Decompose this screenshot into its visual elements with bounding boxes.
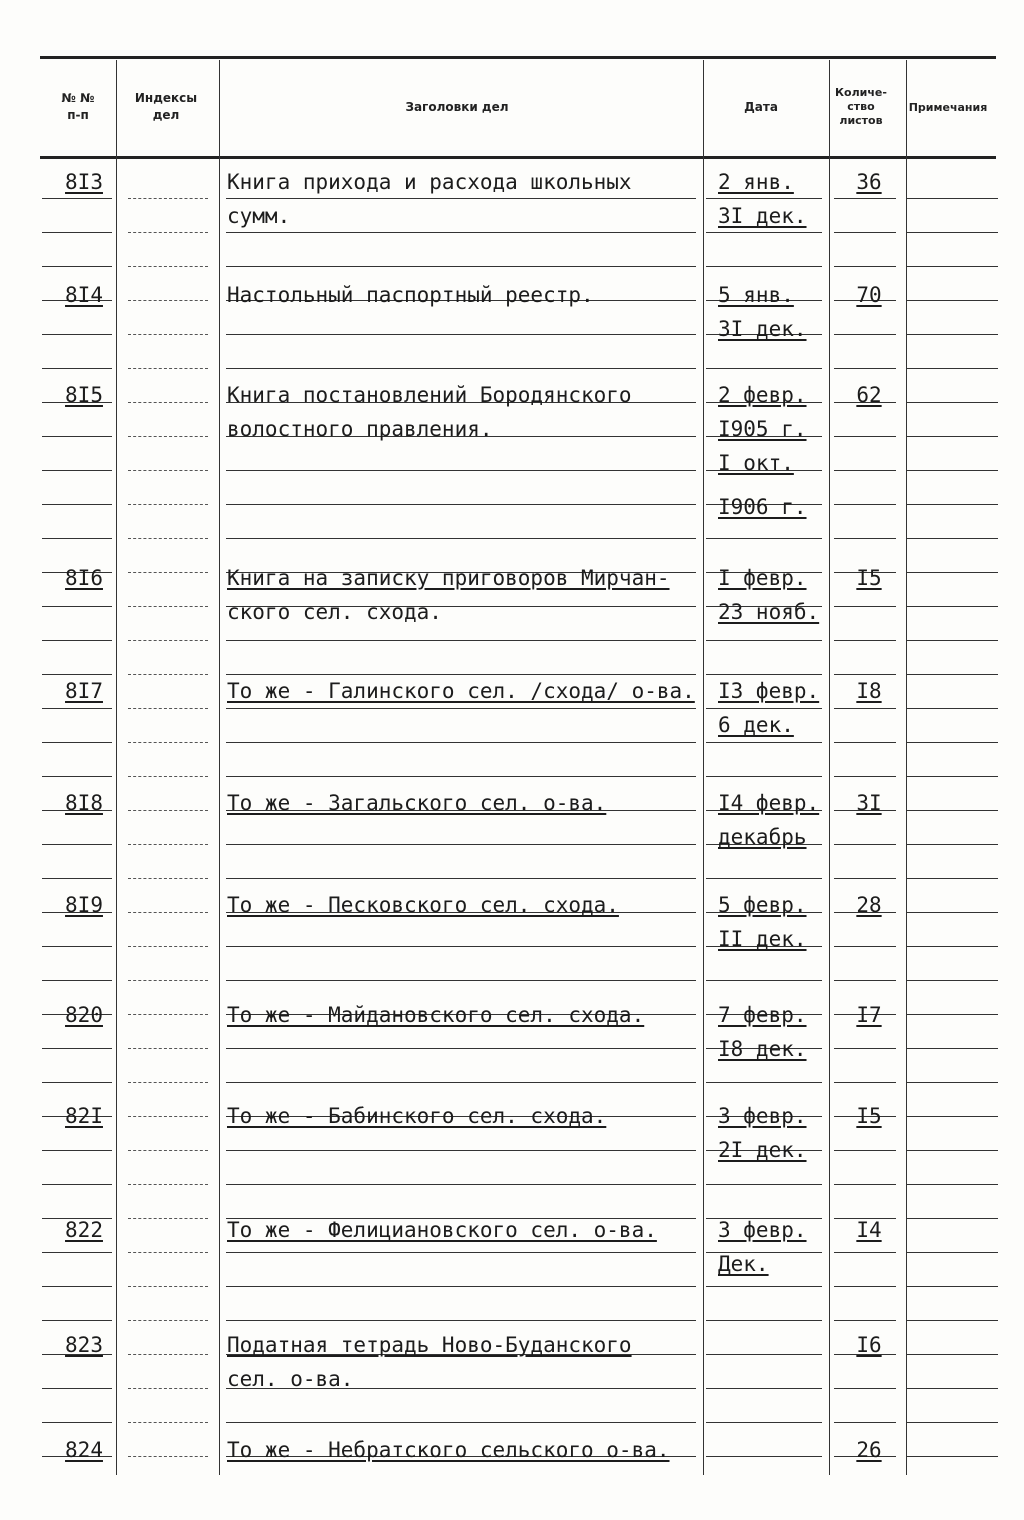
ledger-rule <box>42 504 112 505</box>
ledger-rule <box>42 1320 112 1321</box>
ledger-rule <box>706 980 822 981</box>
ledger-rule <box>834 1252 896 1253</box>
entry-number: 820 <box>65 1003 103 1027</box>
ledger-rule <box>42 436 112 437</box>
ledger-rule <box>128 572 208 573</box>
ledger-rule <box>42 1184 112 1185</box>
ledger-rule <box>128 300 208 301</box>
ledger-rule <box>226 1422 696 1423</box>
ledger-rule <box>128 1388 208 1389</box>
entry-sheet-count: I5 <box>856 566 882 590</box>
ledger-rule <box>128 232 208 233</box>
ledger-rule <box>128 470 208 471</box>
entry-number: 8I6 <box>65 566 103 590</box>
entry-date-line: 5 янв. <box>718 283 794 307</box>
ledger-rule <box>834 436 896 437</box>
ledger-rule <box>226 1252 696 1253</box>
ledger-rule <box>834 606 896 607</box>
ledger-rule <box>706 266 822 267</box>
ledger-rule <box>226 266 696 267</box>
ledger-rule <box>906 674 998 675</box>
entry-date-line: 3 февр. <box>718 1218 807 1242</box>
ledger-rule <box>834 232 896 233</box>
ledger-rule <box>906 402 998 403</box>
entry-date-line: I окт. <box>718 451 794 475</box>
ledger-rule <box>226 844 696 845</box>
ledger-rule <box>834 742 896 743</box>
ledger-rule <box>226 1286 696 1287</box>
ledger-rule <box>906 1082 998 1083</box>
ledger-rule <box>128 742 208 743</box>
ledger-rule <box>706 742 822 743</box>
entry-number: 823 <box>65 1333 103 1357</box>
header-number: № № п-п <box>61 91 95 122</box>
ledger-rule <box>706 1320 822 1321</box>
ledger-rule <box>42 708 112 709</box>
ledger-rule <box>906 878 998 879</box>
ledger-rule <box>706 1286 822 1287</box>
ledger-rule <box>834 708 896 709</box>
ledger-rule <box>128 334 208 335</box>
ledger-rule <box>834 1150 896 1151</box>
ledger-rule <box>906 1456 998 1457</box>
ledger-rule <box>128 1252 208 1253</box>
ledger-rule <box>906 1388 998 1389</box>
ledger-rule <box>906 334 998 335</box>
ledger-rule <box>906 1014 998 1015</box>
ledger-rule <box>128 1218 208 1219</box>
entry-sheet-count: 26 <box>856 1438 882 1462</box>
ledger-rule <box>128 1286 208 1287</box>
ledger-rule <box>906 844 998 845</box>
ledger-rule <box>834 980 896 981</box>
ledger-rule <box>834 538 896 539</box>
entry-sheet-count: I6 <box>856 1333 882 1357</box>
column-rule <box>116 60 117 1475</box>
ledger-rule <box>906 1116 998 1117</box>
ledger-rule <box>834 1286 896 1287</box>
ledger-rule <box>128 368 208 369</box>
entry-date-line: I905 г. <box>718 417 807 441</box>
header-title: Заголовки дел <box>405 99 509 114</box>
entry-title-line: То же - Песковского сел. схода. <box>227 893 619 917</box>
entry-date-line: 3I дек. <box>718 204 807 228</box>
ledger-rule <box>42 844 112 845</box>
ledger-rule <box>906 946 998 947</box>
ledger-rule <box>128 1184 208 1185</box>
ledger-rule <box>226 640 696 641</box>
ledger-rule <box>706 640 822 641</box>
ledger-rule <box>906 810 998 811</box>
ledger-rule <box>906 776 998 777</box>
ledger-rule <box>128 1082 208 1083</box>
entry-date-line: 3I дек. <box>718 317 807 341</box>
ledger-rule <box>906 1048 998 1049</box>
ledger-rule <box>906 198 998 199</box>
header-date: Дата <box>744 99 778 114</box>
ledger-rule <box>834 504 896 505</box>
entry-sheet-count: I4 <box>856 1218 882 1242</box>
ledger-rule <box>906 470 998 471</box>
entry-title-line: То же - Галинского сел. /схода/ о-ва. <box>227 679 695 703</box>
ledger-rule <box>226 1320 696 1321</box>
entry-date-line: I февр. <box>718 566 807 590</box>
ledger-rule <box>226 776 696 777</box>
ledger-rule <box>906 538 998 539</box>
entry-date-line: I3 февр. <box>718 679 820 703</box>
ledger-rule <box>226 980 696 981</box>
entry-date-line: декабрь <box>718 825 807 849</box>
ledger-rule <box>906 640 998 641</box>
ledger-rule <box>906 1422 998 1423</box>
entry-date-line: 2 февр. <box>718 383 807 407</box>
entry-date-line: 5 февр. <box>718 893 807 917</box>
ledger-rule <box>226 1048 696 1049</box>
entry-title-line: То же - Бабинского сел. схода. <box>227 1104 607 1128</box>
ledger-rule <box>42 1150 112 1151</box>
ledger-rule <box>834 1388 896 1389</box>
ledger-rule <box>128 946 208 947</box>
ledger-rule <box>42 640 112 641</box>
ledger-rule <box>834 1422 896 1423</box>
ledger-rule <box>226 470 696 471</box>
ledger-rule <box>42 980 112 981</box>
entry-sheet-count: 28 <box>856 893 882 917</box>
ledger-rule <box>226 368 696 369</box>
ledger-rule <box>226 1082 696 1083</box>
ledger-rule <box>42 946 112 947</box>
entry-date-line: 6 дек. <box>718 713 794 737</box>
entry-date-line: Дек. <box>718 1252 769 1276</box>
ledger-rule <box>834 640 896 641</box>
ledger-rule <box>128 776 208 777</box>
ledger-rule <box>42 1388 112 1389</box>
ledger-rule <box>906 572 998 573</box>
entry-number: 824 <box>65 1438 103 1462</box>
ledger-rule <box>906 912 998 913</box>
ledger-rule <box>906 980 998 981</box>
entry-number: 8I5 <box>65 383 103 407</box>
ledger-rule <box>128 708 208 709</box>
ledger-rule <box>906 266 998 267</box>
ledger-rule <box>906 1150 998 1151</box>
ledger-rule <box>834 1048 896 1049</box>
header-notes: Примечания <box>908 100 988 114</box>
entry-date-line: 2 янв. <box>718 170 794 194</box>
ledger-rule <box>906 232 998 233</box>
ledger-rule <box>906 1218 998 1219</box>
entry-number: 822 <box>65 1218 103 1242</box>
entry-title-line: сел. о-ва. <box>227 1367 354 1391</box>
entry-sheet-count: I5 <box>856 1104 882 1128</box>
ledger-rule <box>906 1354 998 1355</box>
ledger-rule <box>706 1422 822 1423</box>
ledger-rule <box>128 1014 208 1015</box>
ledger-rule <box>906 742 998 743</box>
ledger-rule <box>906 1320 998 1321</box>
entry-sheet-count: 70 <box>856 283 882 307</box>
ledger-rule <box>834 368 896 369</box>
ledger-rule <box>42 368 112 369</box>
ledger-rule <box>906 708 998 709</box>
ledger-rule <box>706 1184 822 1185</box>
ledger-rule <box>128 538 208 539</box>
entry-number: 8I7 <box>65 679 103 703</box>
ledger-rule <box>128 266 208 267</box>
entry-title-line: ского сел. схода. <box>227 600 442 624</box>
entry-sheet-count: I7 <box>856 1003 882 1027</box>
entry-date-line: II дек. <box>718 927 807 951</box>
ledger-rule <box>42 1422 112 1423</box>
ledger-rule <box>906 1252 998 1253</box>
entry-sheet-count: 62 <box>856 383 882 407</box>
ledger-rule <box>128 844 208 845</box>
ledger-rule <box>128 1320 208 1321</box>
ledger-rule <box>128 1456 208 1457</box>
ledger-rule <box>706 1388 822 1389</box>
column-rule <box>219 60 220 1475</box>
entry-number: 8I9 <box>65 893 103 917</box>
entry-date-line: 3 февр. <box>718 1104 807 1128</box>
ledger-rule <box>226 1150 696 1151</box>
ledger-rule <box>128 1048 208 1049</box>
ledger-rule <box>42 606 112 607</box>
ledger-rule <box>906 606 998 607</box>
entry-date-line: I4 февр. <box>718 791 820 815</box>
ledger-rule <box>128 640 208 641</box>
entry-date-line: I906 г. <box>718 495 807 519</box>
ledger-rule <box>834 844 896 845</box>
entry-title-line: То же - Майдановского сел. схода. <box>227 1003 645 1027</box>
entry-date-line: 23 нояб. <box>718 600 820 624</box>
ledger-rule <box>226 708 696 709</box>
ledger-rule <box>834 878 896 879</box>
header-top-rule <box>40 56 996 59</box>
entry-number: 8I4 <box>65 283 103 307</box>
ledger-rule <box>42 266 112 267</box>
ledger-rule <box>834 1320 896 1321</box>
entry-number: 8I3 <box>65 170 103 194</box>
ledger-rule <box>42 1286 112 1287</box>
ledger-rule <box>42 232 112 233</box>
ledger-rule <box>226 946 696 947</box>
ledger-rule <box>128 912 208 913</box>
ledger-rule <box>226 1184 696 1185</box>
ledger-rule <box>226 538 696 539</box>
entry-title-line: Податная тетрадь Ново-Буданского <box>227 1333 632 1357</box>
ledger-rule <box>128 1116 208 1117</box>
ledger-rule <box>128 878 208 879</box>
ledger-rule <box>906 436 998 437</box>
ledger-rule <box>42 776 112 777</box>
ledger-rule <box>706 1354 822 1355</box>
ledger-rule <box>42 878 112 879</box>
entry-date-line: 7 февр. <box>718 1003 807 1027</box>
ledger-rule <box>834 266 896 267</box>
ledger-rule <box>906 300 998 301</box>
ledger-rule <box>42 1048 112 1049</box>
ledger-rule <box>706 538 822 539</box>
entry-title-line: волостного правления. <box>227 417 493 441</box>
ledger-rule <box>706 1082 822 1083</box>
ledger-rule <box>226 504 696 505</box>
ledger-rule <box>128 1422 208 1423</box>
ledger-rule <box>834 1082 896 1083</box>
entry-title-line: Книга постановлений Бородянского <box>227 383 632 407</box>
header-index: Индексы дел <box>134 91 198 122</box>
ledger-rule <box>834 470 896 471</box>
ledger-rule <box>128 980 208 981</box>
ledger-rule <box>128 436 208 437</box>
ledger-rule <box>128 810 208 811</box>
ledger-rule <box>128 1150 208 1151</box>
ledger-rule <box>42 334 112 335</box>
ledger-rule <box>128 402 208 403</box>
ledger-rule <box>128 1354 208 1355</box>
entry-title-line: То же - Фелициановского сел. о-ва. <box>227 1218 657 1242</box>
ledger-rule <box>128 504 208 505</box>
entry-number: 8I8 <box>65 791 103 815</box>
ledger-rule <box>906 1184 998 1185</box>
ledger-rule <box>128 674 208 675</box>
entry-sheet-count: 3I <box>856 791 882 815</box>
column-rule <box>906 60 907 1475</box>
entry-sheet-count: I8 <box>856 679 882 703</box>
entry-title-line: Книга на записку приговоров Мирчан- <box>227 566 670 590</box>
header-sheets: Количе- ство листов <box>835 86 887 127</box>
entry-number: 82I <box>65 1104 103 1128</box>
header-bottom-rule <box>40 156 996 159</box>
ledger-rule <box>128 606 208 607</box>
ledger-rule <box>226 742 696 743</box>
ledger-rule <box>42 470 112 471</box>
ledger-rule <box>42 742 112 743</box>
ledger-rule <box>42 1082 112 1083</box>
ledger-rule <box>42 538 112 539</box>
entry-date-line: 2I дек. <box>718 1138 807 1162</box>
ledger-rule <box>906 1286 998 1287</box>
entry-title-line: То же - Небратского сельского о-ва. <box>227 1438 670 1462</box>
entry-title-line: То же - Загальского сел. о-ва. <box>227 791 607 815</box>
ledger-rule <box>834 334 896 335</box>
ledger-rule <box>906 504 998 505</box>
ledger-rule <box>834 776 896 777</box>
entry-title-line: Настольный паспортный реестр. <box>227 283 594 307</box>
ledger-rule <box>706 368 822 369</box>
ledger-rule <box>226 878 696 879</box>
entry-date-line: I8 дек. <box>718 1037 807 1061</box>
entry-title-line: сумм. <box>227 204 291 228</box>
ledger-rule <box>42 1252 112 1253</box>
ledger-rule <box>706 776 822 777</box>
ledger-rule <box>226 334 696 335</box>
ledger-rule <box>706 878 822 879</box>
column-rule <box>703 60 704 1475</box>
ledger-rule <box>834 946 896 947</box>
ledger-rule <box>128 198 208 199</box>
entry-sheet-count: 36 <box>856 170 882 194</box>
ledger-rule <box>834 1184 896 1185</box>
entry-title-line: Книга прихода и расхода школьных <box>227 170 632 194</box>
ledger-rule <box>706 1456 822 1457</box>
ledger-rule <box>906 368 998 369</box>
